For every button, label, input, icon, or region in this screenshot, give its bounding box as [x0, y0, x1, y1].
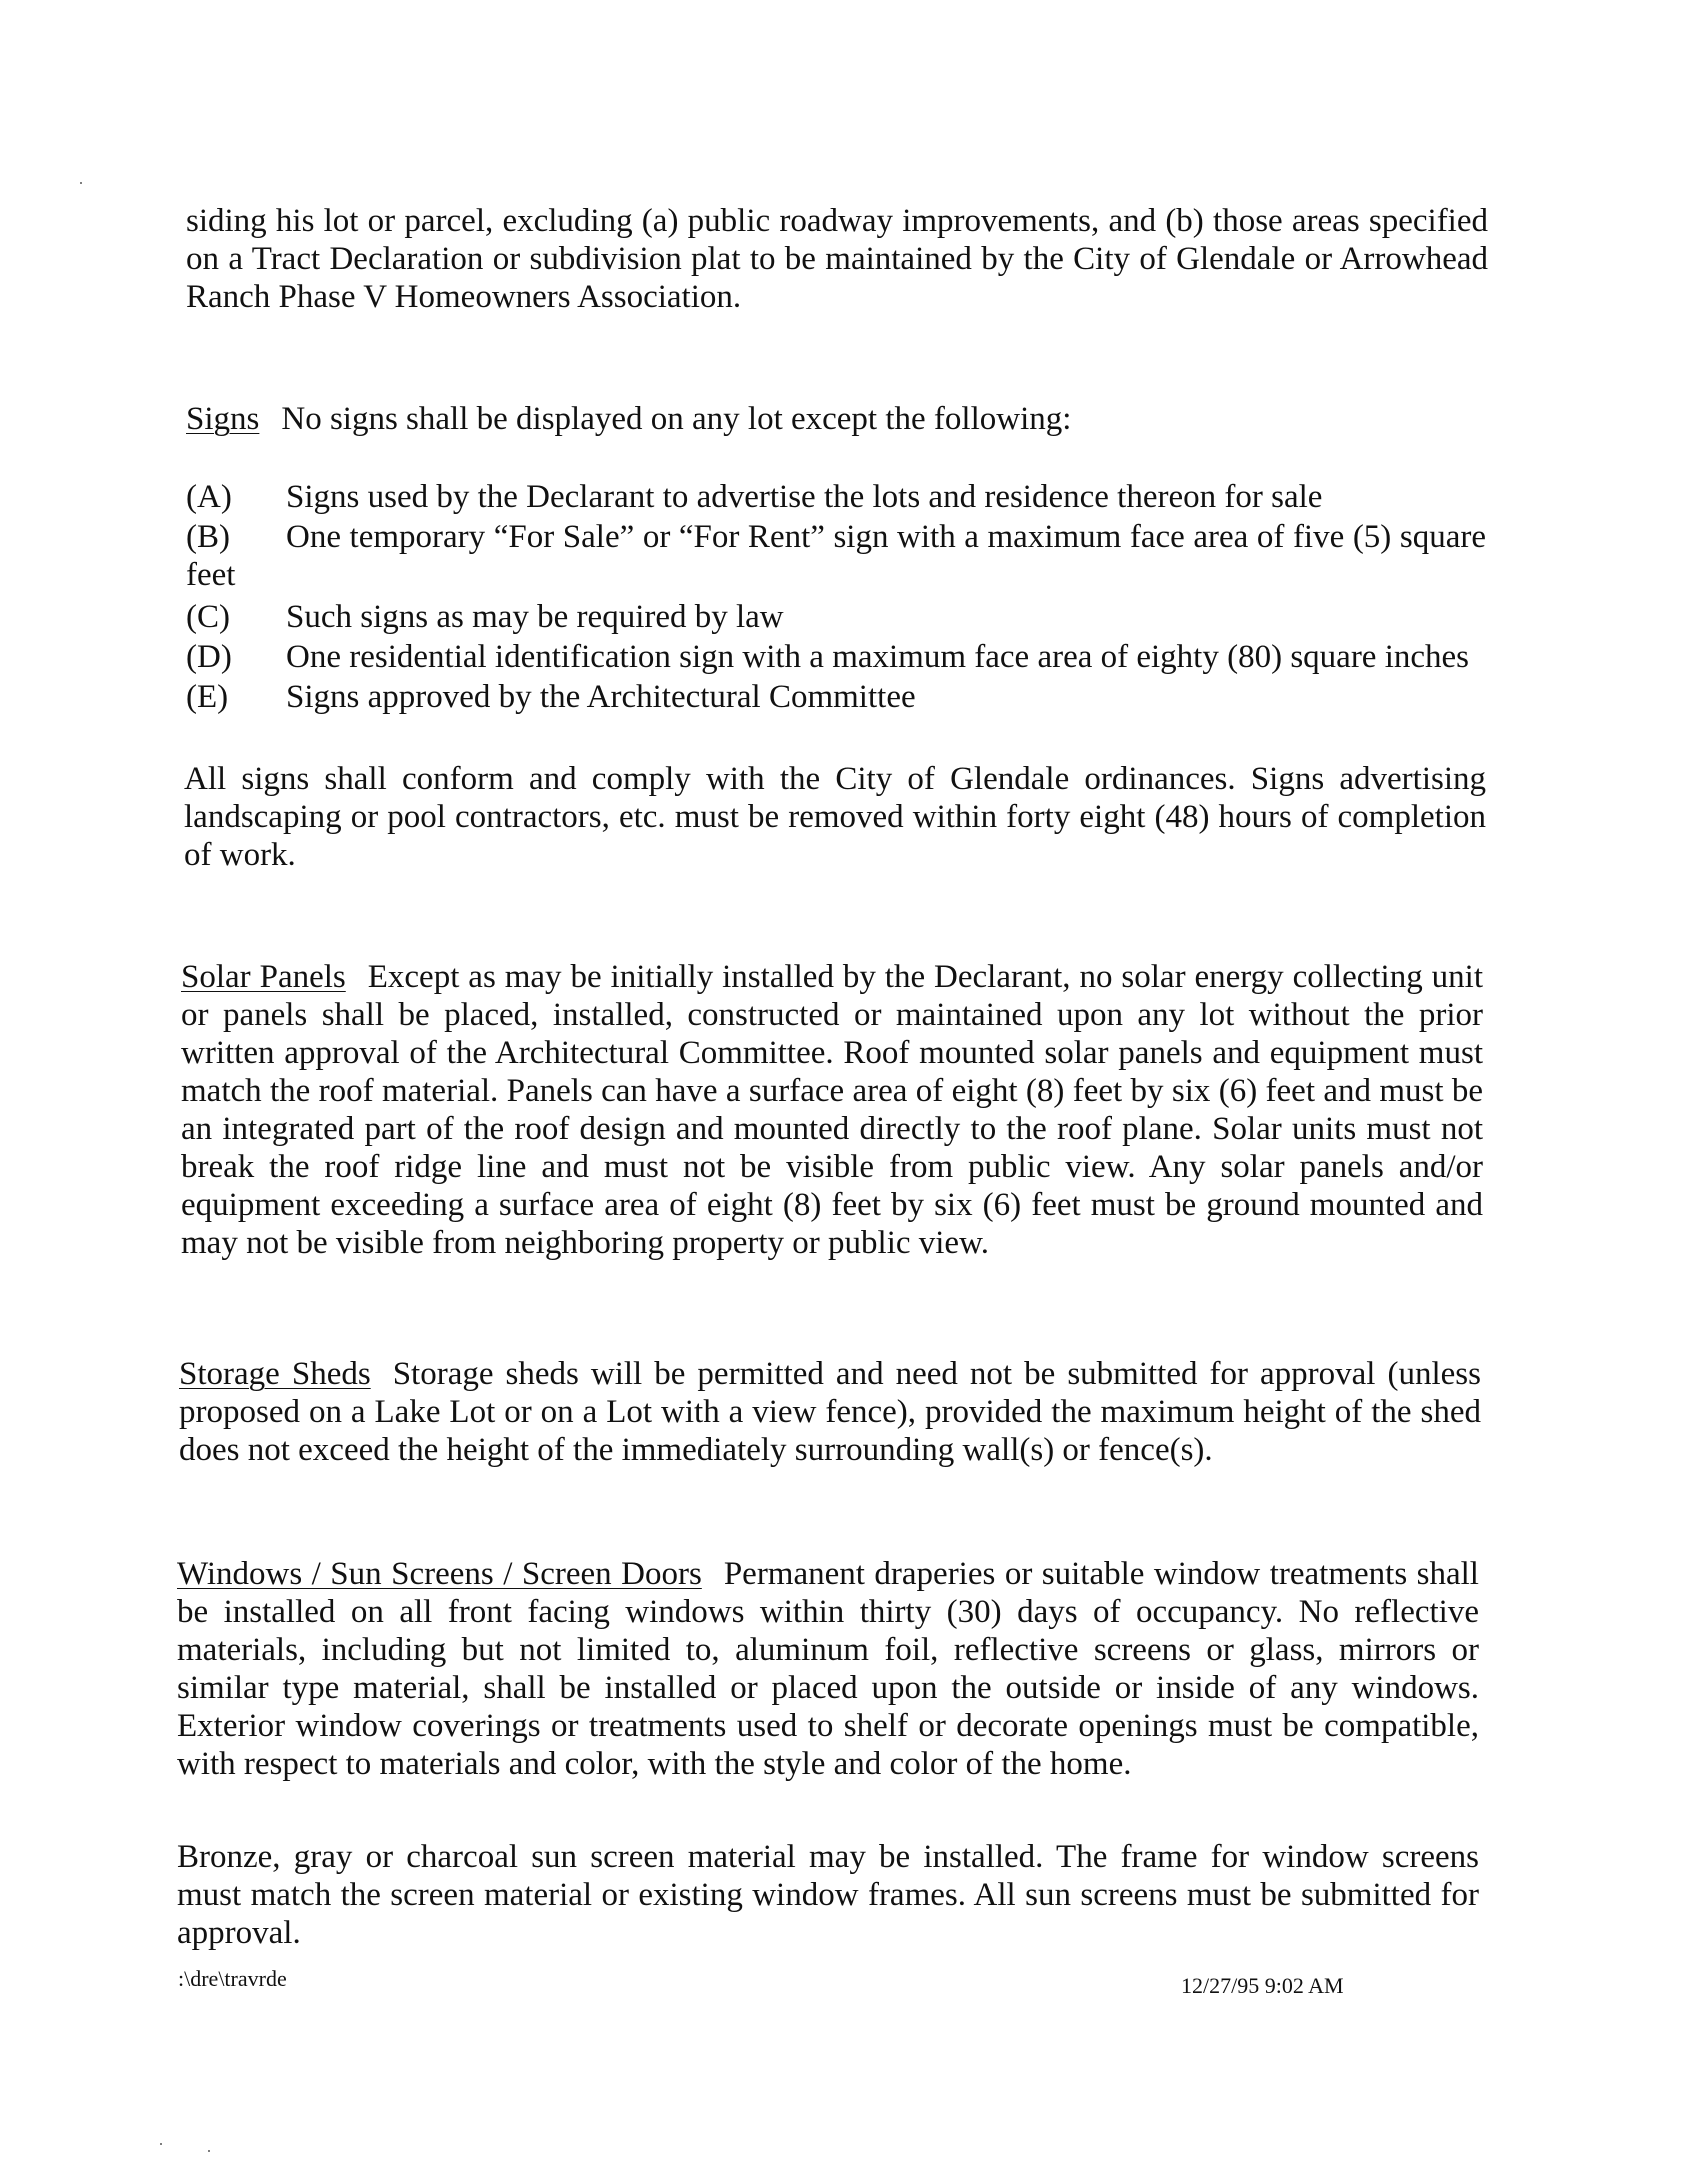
intro-paragraph: siding his lot or parcel, excluding (a) public roadway improvements, and (b) those areas specified on a Tract Declaration or subdivision plat to be maintained by the City of Glendale or Arrowhead Ranch Phase V Homeowners Association.: [186, 203, 1488, 315]
scan-speck: [208, 2150, 210, 2152]
scan-speck: [80, 182, 82, 184]
windows-heading: Windows / Sun Screens / Screen Doors: [177, 1556, 702, 1592]
storage-sheds-paragraph: [179, 1355, 1481, 1469]
sign-item-d: [186, 638, 1486, 676]
sign-item-text: Signs approved by the Architectural Committee: [286, 679, 916, 715]
sign-item-b: [186, 518, 1486, 594]
sign-item-c: [186, 598, 1486, 636]
storage-sheds-text: Storage sheds will be permitted and need not be submitted for approval (unless proposed on a Lake Lot or on a Lot with a view fence), provided the maximum height of the shed does not exceed the height of the immediately surrounding wall(s) or fence(s).: [179, 1356, 1481, 1468]
sign-item-e: [186, 678, 1486, 716]
signs-intro-line: [186, 400, 1488, 438]
windows-text: Permanent draperies or suitable window treatments shall be installed on all front facing windows within thirty (30) days of occupancy. No reflective materials, including but not limited to, aluminum foil, reflective screens or glass, mirrors or similar type material, shall be installed or placed upon the outside or inside of any windows. Exterior window coverings or treatments used to shelf or decorate openings must be compatible, with respect to materials and color, with the style and color of the home.: [177, 1556, 1479, 1782]
sign-item-text: One residential identification sign with a maximum face area of eighty (80) square inches: [286, 639, 1470, 675]
sign-item-letter: (B): [186, 519, 230, 555]
scan-speck: [160, 2143, 162, 2145]
sign-item-letter: (E): [186, 679, 229, 715]
sign-item-text: Such signs as may be required by law: [286, 599, 784, 635]
footer-file-path: :\dre\travrde: [178, 1966, 287, 1991]
signs-heading: Signs: [186, 401, 260, 437]
solar-panels-text: Except as may be initially installed by the Declarant, no solar energy collecting unit or panels shall be placed, installed, constructed or maintained upon any lot without the prior written approval of the Architectural Committee. Roof mounted solar panels and equipment must match the roof material. Panels can have a surface area of eight (8) feet by six (6) feet and must be an integrated part of the roof design and mounted directly to the roof plane. Solar units must not break the roof ridge line and must not be visible from public view. Any solar panels and/or equipment exceeding a surface area of eight (8) feet by six (6) feet must be ground mounted and may not be visible from neighboring property or public view.: [181, 959, 1483, 1261]
windows-closing-paragraph: Bronze, gray or charcoal sun screen material may be installed. The frame for window screens must match the screen material or existing window frames. All sun screens must be submitted for approval.: [177, 1839, 1479, 1951]
solar-panels-paragraph: [181, 958, 1483, 1262]
sign-item-text: One temporary “For Sale” or “For Rent” sign with a maximum face area of five (5) square feet: [186, 519, 1486, 593]
sign-item-text: Signs used by the Declarant to advertise the lots and residence thereon for sale: [286, 479, 1323, 515]
sign-item-letter: (D): [186, 639, 232, 675]
sign-item-letter: (A): [186, 479, 232, 515]
signs-intro-text: No signs shall be displayed on any lot except the following:: [281, 401, 1072, 437]
footer-timestamp: 12/27/95 9:02 AM: [1181, 1973, 1344, 1998]
windows-paragraph: [177, 1555, 1479, 1783]
signs-closing-paragraph: All signs shall conform and comply with the City of Glendale ordinances. Signs advertising landscaping or pool contractors, etc. must be removed within forty eight (48) hours of completion of work.: [184, 761, 1486, 873]
storage-sheds-heading: Storage Sheds: [179, 1356, 371, 1392]
sign-item-letter: (C): [186, 599, 230, 635]
solar-panels-heading: Solar Panels: [181, 959, 346, 995]
sign-item-a: [186, 478, 1486, 516]
